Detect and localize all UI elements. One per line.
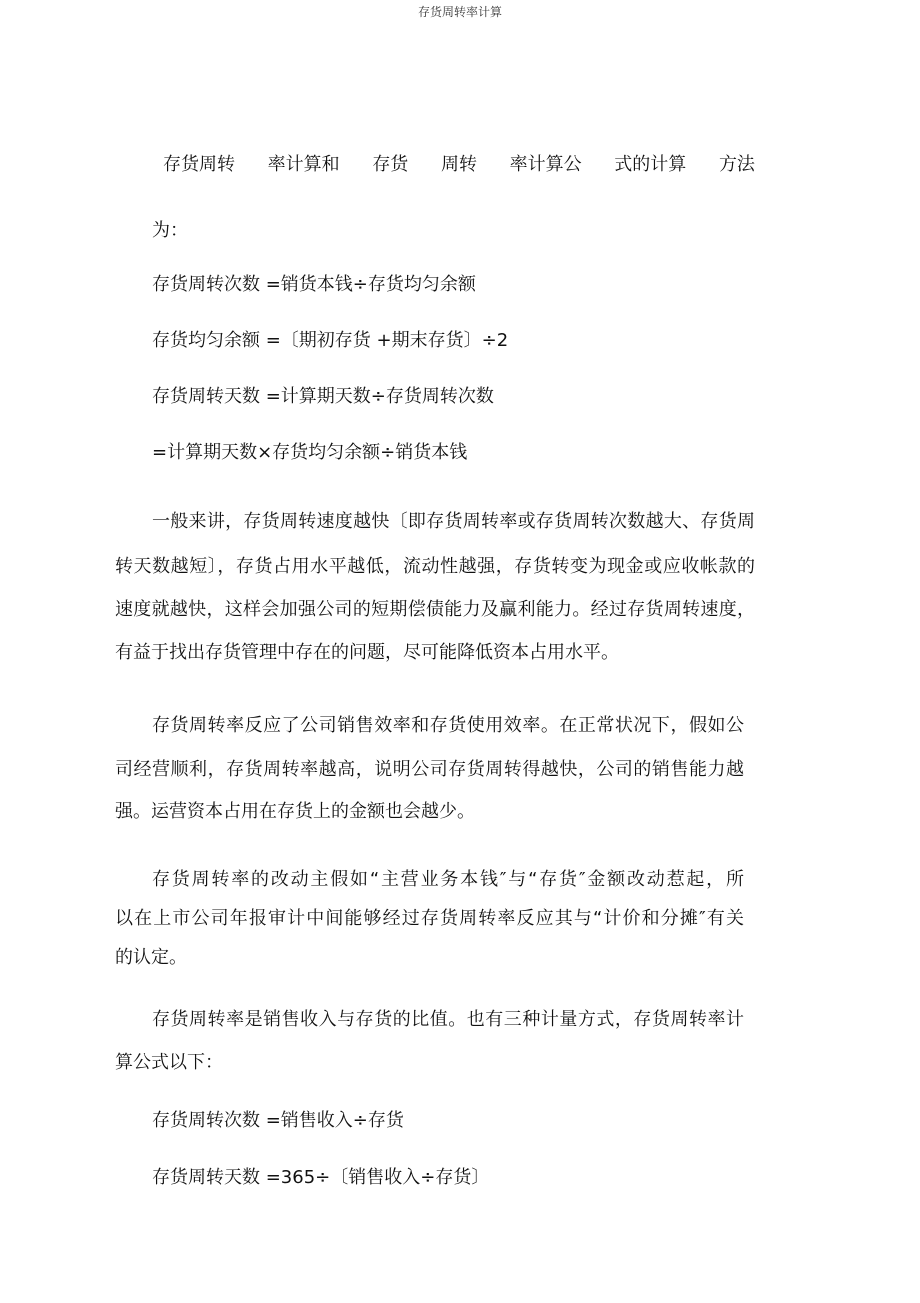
title-line <box>163 153 755 177</box>
paragraph-line: 存货周转率是销售收入与存货的比值。也有三种计量方式，存货周转率计 <box>152 1009 744 1030</box>
paragraph-line: 司经营顺利，存货周转率越高，说明公司存货周转得越快，公司的销售能力越 <box>115 759 744 780</box>
formula-line: 存货周转天数 =计算期天数÷存货周转次数 <box>152 386 494 407</box>
formula-line: 存货均匀余额 =〔期初存货 +期末存货〕÷2 <box>152 330 509 351</box>
paragraph-line: 算公式以下： <box>115 1052 223 1073</box>
paragraph-line: 转天数越短〕，存货占用水平越低，流动性越强，存货转变为现金或应收帐款的 <box>115 556 755 577</box>
page-header: 存货周转率计算 <box>417 5 502 19</box>
formula-line: 存货周转天数 =365÷〔销售收入÷存货〕 <box>152 1167 490 1188</box>
paragraph-line: 以在上市公司年报审计中间能够经过存货周转率反应其与“计价和分摊″有关 <box>115 908 744 929</box>
paragraph-line: 有益于找出存货管理中存在的问题，尽可能降低资本占用水平。 <box>115 642 619 663</box>
title-segment: 方法 <box>718 154 755 175</box>
paragraph-line: 存货周转率的改动主假如“主营业务本钱″与“存货″金额改动惹起，所 <box>152 869 744 890</box>
title-segment: 周转 <box>440 154 477 175</box>
title-segment: 存货周转 <box>163 154 235 175</box>
paragraph-line: 存货周转率反应了公司销售效率和存货使用效率。在正常状况下，假如公 <box>152 715 744 736</box>
paragraph-line: 的认定。 <box>115 947 187 968</box>
title-segment: 存货 <box>372 154 409 175</box>
title-segment: 率计算公 <box>509 154 582 175</box>
formula-line: 存货周转次数 =销售收入÷存货 <box>152 1110 404 1131</box>
paragraph-line: 速度就越快，这样会加强公司的短期偿债能力及赢利能力。经过存货周转速度， <box>115 599 755 620</box>
paragraph-line: 一般来讲，存货周转速度越快〔即存货周转率或存货周转次数越大、存货周 <box>152 511 755 532</box>
title-end: 为： <box>152 220 188 241</box>
formula-line: 存货周转次数 =销货本钱÷存货均匀余额 <box>152 274 476 295</box>
title-segment: 式的计算 <box>614 154 687 175</box>
formula-line: =计算期天数×存货均匀余额÷销货本钱 <box>152 442 468 463</box>
paragraph-line: 强。运营资本占用在存货上的金额也会越少。 <box>115 801 475 822</box>
title-segment: 率计算和 <box>267 154 340 175</box>
